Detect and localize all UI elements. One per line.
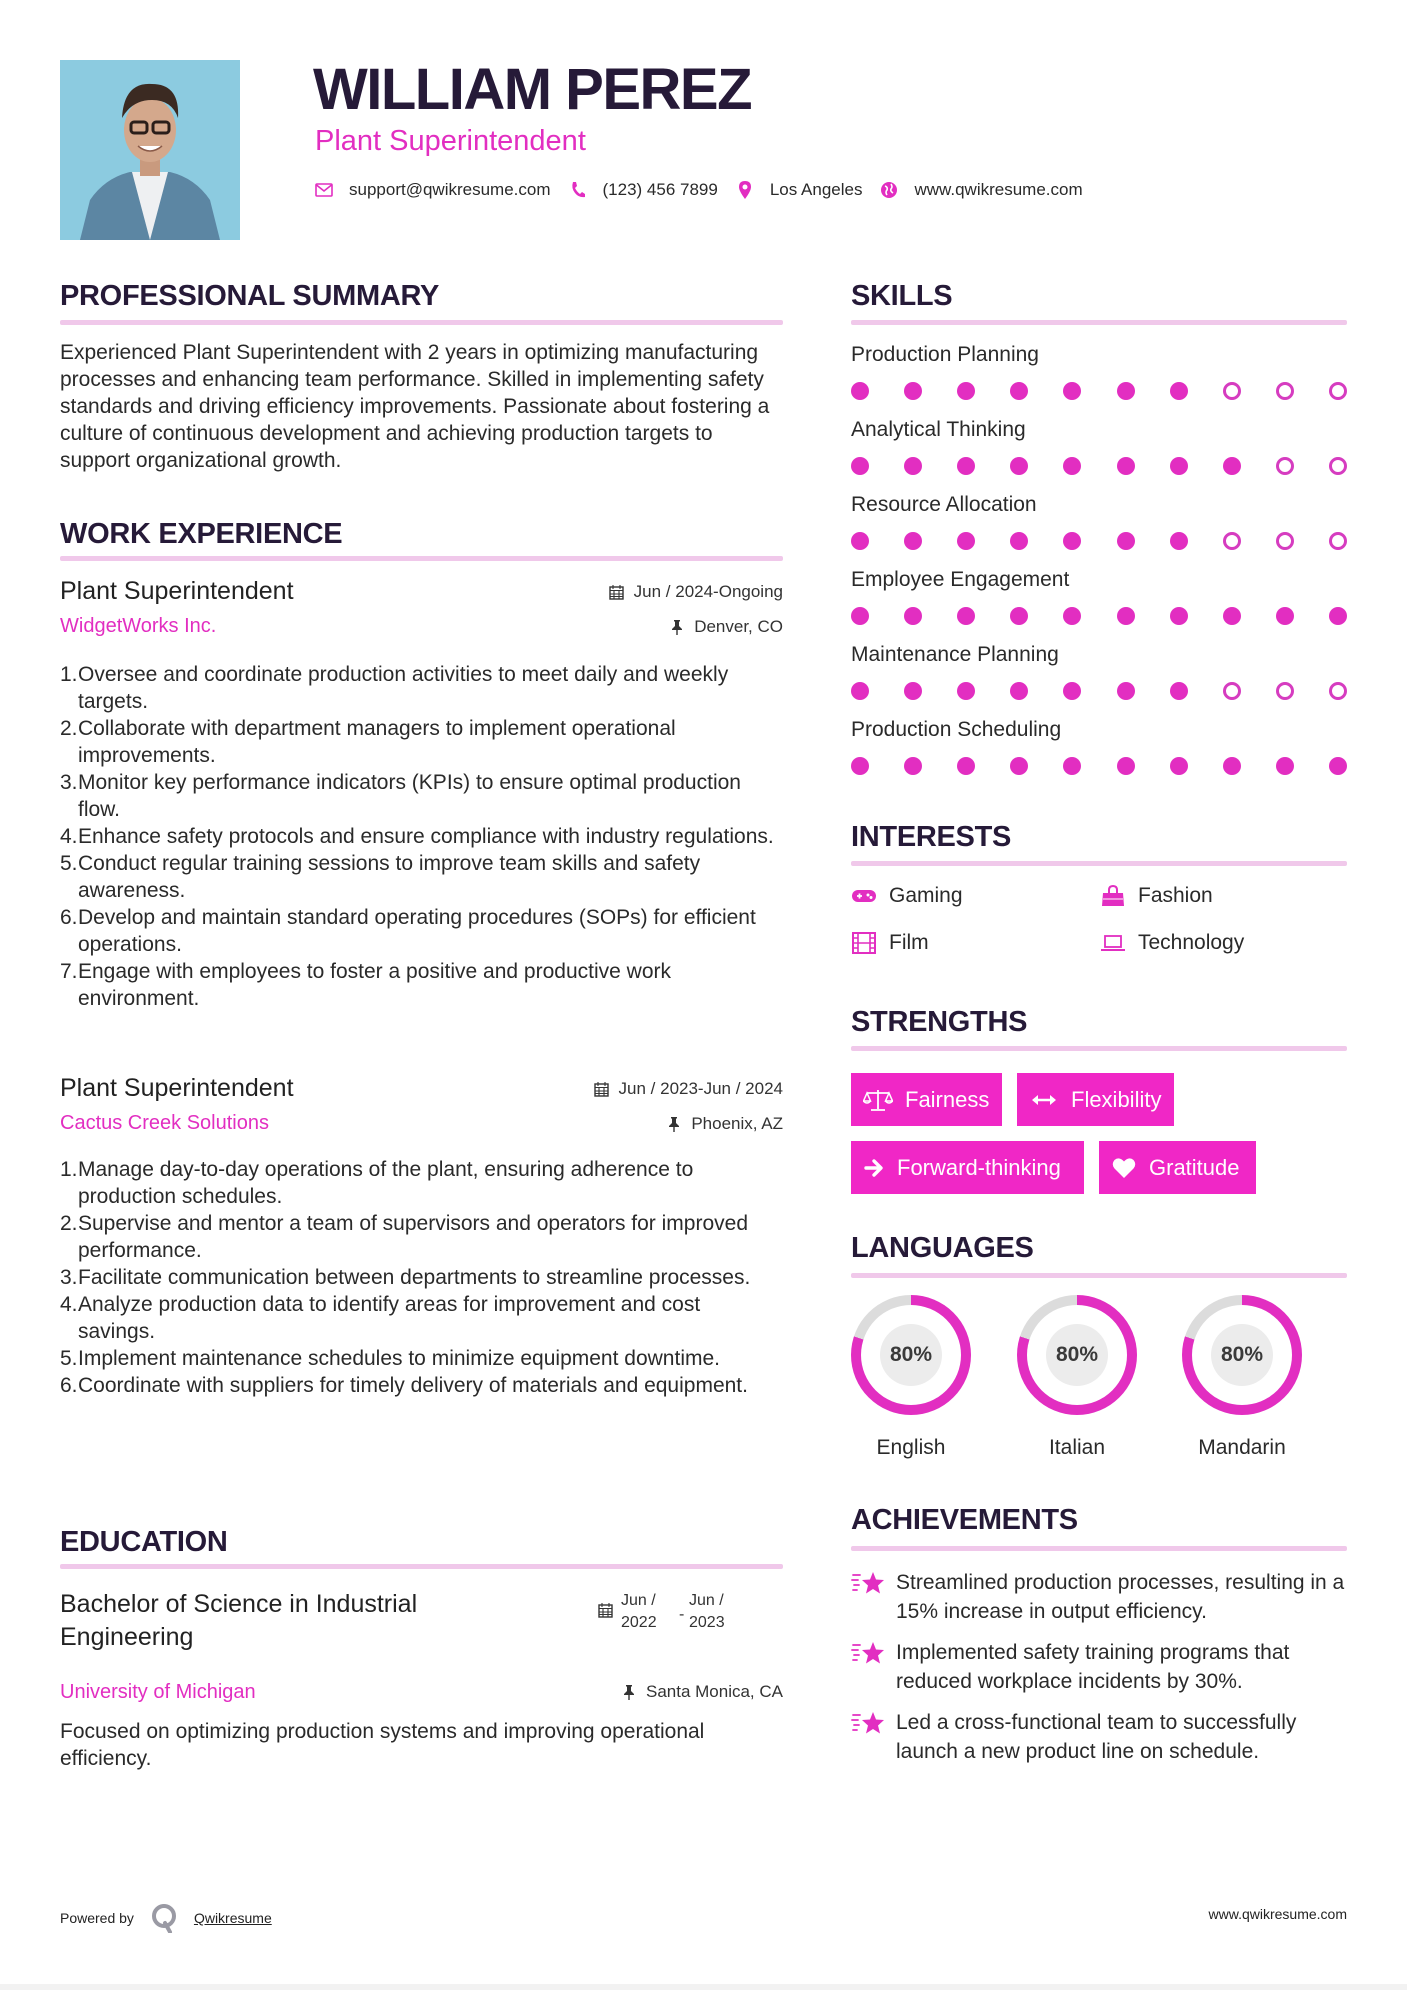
- date-separator: -: [679, 1606, 685, 1623]
- globe-icon: [880, 181, 898, 199]
- duty-item: 2. Supervise and mentor a team of supervisors and operators for improved performance.: [60, 1212, 749, 1262]
- skills-list: [851, 342, 1347, 792]
- rating-dot-filled-icon: [1063, 457, 1081, 475]
- skills-heading: SKILLS: [851, 280, 953, 312]
- rating-dot-filled-icon: [1223, 757, 1241, 775]
- job-dates: [609, 581, 783, 603]
- job-title: Plant Superintendent: [60, 1074, 294, 1102]
- laptop-icon: [1100, 932, 1126, 954]
- achievements-divider: [851, 1546, 1347, 1551]
- rating-dot-empty-icon: [1276, 532, 1294, 550]
- arrow-right-icon: [863, 1156, 885, 1180]
- rating-dot-filled-icon: [1010, 532, 1028, 550]
- duty-item: 4. Enhance safety protocols and ensure compliance with industry regulations.: [60, 825, 774, 848]
- experience-divider: [60, 556, 783, 561]
- language-name: Mandarin: [1198, 1436, 1286, 1459]
- footer-website[interactable]: www.qwikresume.com: [1208, 1906, 1347, 1922]
- language-percent: 80%: [1220, 1343, 1264, 1366]
- rating-dot-filled-icon: [1063, 532, 1081, 550]
- skill-row: [851, 417, 1347, 492]
- job-dates: [594, 1078, 783, 1100]
- summary-divider: [60, 320, 783, 325]
- skill-label: Maintenance Planning: [851, 643, 1059, 666]
- rating-dot-filled-icon: [1170, 532, 1188, 550]
- calendar-icon: [598, 1602, 614, 1618]
- strength-chip-forward-thinking: [851, 1141, 1084, 1194]
- shooting-star-icon: [851, 1570, 885, 1596]
- interest-label: Technology: [1138, 931, 1245, 954]
- interest-label: Gaming: [889, 884, 963, 907]
- powered-by-text: Powered by: [60, 1910, 134, 1926]
- rating-dot-filled-icon: [1170, 757, 1188, 775]
- rating-dot-filled-icon: [957, 607, 975, 625]
- rating-dot-filled-icon: [957, 382, 975, 400]
- job-duties-list-2: [60, 1156, 783, 1399]
- education-location: [621, 1681, 783, 1703]
- language-progress-ring: [1017, 1295, 1137, 1415]
- strength-chip-fairness: [851, 1073, 1002, 1126]
- rating-dot-filled-icon: [957, 532, 975, 550]
- rating-dot-filled-icon: [1329, 607, 1347, 625]
- candidate-name: WILLIAM PEREZ: [313, 57, 752, 122]
- education-location-text: Santa Monica, CA: [645, 1682, 783, 1701]
- summary-heading: PROFESSIONAL SUMMARY: [60, 280, 440, 312]
- achievement-text: Implemented safety training programs that reduced workplace incidents by 30%.: [896, 1641, 1290, 1693]
- strength-chip-flexibility: [1017, 1073, 1174, 1126]
- rating-dot-filled-icon: [1117, 382, 1135, 400]
- achievement-text: Led a cross-functional team to successfully launch a new product line on schedule.: [896, 1711, 1297, 1763]
- calendar-icon: [594, 1081, 610, 1097]
- languages-list: [851, 1295, 1347, 1465]
- language-item: [1180, 1295, 1304, 1461]
- skill-label: Production Planning: [851, 343, 1039, 366]
- job-location-text: Phoenix, AZ: [691, 1114, 783, 1133]
- qwikresume-link[interactable]: Qwikresume: [193, 1910, 272, 1926]
- qwikresume-logo-icon: [150, 1903, 180, 1933]
- skill-label: Production Scheduling: [851, 718, 1062, 741]
- language-progress-ring: [1182, 1295, 1302, 1415]
- duty-item: 1. Oversee and coordinate production activities to meet daily and weekly targets.: [60, 663, 729, 713]
- interest-label: Fashion: [1138, 884, 1213, 907]
- education-dates: [598, 1590, 739, 1634]
- skill-rating: [851, 757, 1347, 775]
- rating-dot-filled-icon: [851, 532, 869, 550]
- skill-label: Employee Engagement: [851, 568, 1070, 591]
- rating-dot-filled-icon: [851, 757, 869, 775]
- pushpin-icon: [621, 1684, 637, 1700]
- rating-dot-filled-icon: [1117, 457, 1135, 475]
- job-dates-text: Jun / 2023-Jun / 2024: [618, 1079, 783, 1098]
- rating-dot-filled-icon: [904, 682, 922, 700]
- rating-dot-empty-icon: [1329, 382, 1347, 400]
- rating-dot-filled-icon: [1117, 757, 1135, 775]
- skill-row: [851, 342, 1347, 417]
- contact-email-text: support@qwikresume.com: [349, 180, 551, 199]
- strength-chip-gratitude: [1099, 1141, 1256, 1194]
- job-location: [669, 616, 783, 638]
- duty-item: 5. Conduct regular training sessions to improve team skills and safety awareness.: [60, 852, 701, 902]
- footer-powered-by: [60, 1903, 272, 1933]
- rating-dot-empty-icon: [1223, 682, 1241, 700]
- duty-item: 5. Implement maintenance schedules to minimize equipment downtime.: [60, 1347, 720, 1370]
- achievement-item: [851, 1568, 1347, 1626]
- job-dates-text: Jun / 2024-Ongoing: [633, 582, 783, 601]
- envelope-icon: [315, 181, 333, 199]
- rating-dot-filled-icon: [1329, 757, 1347, 775]
- arrows-horizontal-icon: [1029, 1088, 1059, 1112]
- rating-dot-filled-icon: [904, 757, 922, 775]
- rating-dot-filled-icon: [1170, 457, 1188, 475]
- contact-phone-text: (123) 456 7899: [602, 180, 718, 199]
- rating-dot-filled-icon: [1063, 607, 1081, 625]
- rating-dot-filled-icon: [1223, 607, 1241, 625]
- phone-icon: [569, 181, 587, 199]
- scale-icon: [863, 1088, 893, 1112]
- achievement-item: [851, 1708, 1347, 1766]
- language-item: [1015, 1295, 1139, 1461]
- rating-dot-filled-icon: [904, 382, 922, 400]
- achievements-heading: ACHIEVEMENTS: [851, 1504, 1078, 1536]
- job-duties-list-1: [60, 661, 783, 1012]
- achievement-text: Streamlined production processes, resulting in a 15% increase in output efficiency.: [896, 1571, 1345, 1623]
- gamepad-icon: [851, 885, 877, 907]
- interests-heading: INTERESTS: [851, 821, 1012, 853]
- interest-technology: [1100, 930, 1244, 956]
- rating-dot-filled-icon: [1010, 607, 1028, 625]
- calendar-icon: [609, 584, 625, 600]
- rating-dot-filled-icon: [1063, 682, 1081, 700]
- strength-label: Fairness: [905, 1086, 990, 1112]
- education-heading: EDUCATION: [60, 1526, 228, 1558]
- pushpin-icon: [666, 1116, 682, 1132]
- rating-dot-filled-icon: [851, 607, 869, 625]
- job-location-text: Denver, CO: [694, 617, 783, 636]
- rating-dot-filled-icon: [957, 757, 975, 775]
- page-bottom-edge: [0, 1984, 1407, 1990]
- duty-item: 1. Manage day-to-day operations of the plant, ensuring adherence to production schedules.: [60, 1158, 694, 1208]
- rating-dot-empty-icon: [1276, 382, 1294, 400]
- duty-item: 6. Coordinate with suppliers for timely delivery of materials and equipment.: [60, 1374, 748, 1397]
- duty-item: 3. Monitor key performance indicators (KPIs) to ensure optimal production flow.: [60, 771, 741, 821]
- rating-dot-empty-icon: [1276, 457, 1294, 475]
- strength-label: Flexibility: [1071, 1086, 1162, 1112]
- heart-icon: [1111, 1156, 1137, 1180]
- rating-dot-filled-icon: [1117, 607, 1135, 625]
- education-start-date: Jun / 2022: [621, 1592, 657, 1631]
- interests-divider: [851, 861, 1347, 866]
- shooting-star-icon: [851, 1710, 885, 1736]
- contact-email[interactable]: [315, 180, 551, 200]
- rating-dot-filled-icon: [1170, 382, 1188, 400]
- duty-item: 6. Develop and maintain standard operating procedures (SOPs) for efficient operations.: [60, 906, 756, 956]
- contact-location: [736, 180, 863, 200]
- achievements-list: [851, 1568, 1347, 1766]
- rating-dot-filled-icon: [851, 382, 869, 400]
- rating-dot-filled-icon: [1276, 757, 1294, 775]
- rating-dot-empty-icon: [1223, 382, 1241, 400]
- skill-rating: [851, 457, 1347, 475]
- strength-label: Forward-thinking: [897, 1154, 1061, 1180]
- contact-location-text: Los Angeles: [769, 180, 863, 199]
- rating-dot-filled-icon: [1117, 682, 1135, 700]
- shooting-star-icon: [851, 1640, 885, 1666]
- rating-dot-filled-icon: [957, 457, 975, 475]
- contact-bar: [315, 177, 1101, 203]
- interest-gaming: [851, 883, 963, 909]
- education-description: Focused on optimizing production systems and improving operational efficiency.: [60, 1720, 705, 1770]
- experience-heading: WORK EXPERIENCE: [60, 518, 343, 550]
- skill-label: Analytical Thinking: [851, 418, 1026, 441]
- person-portrait-icon: [60, 60, 240, 240]
- strength-label: Gratitude: [1149, 1154, 1240, 1180]
- skill-rating: [851, 607, 1347, 625]
- contact-website[interactable]: [880, 180, 1082, 200]
- language-item: [849, 1295, 973, 1461]
- languages-heading: LANGUAGES: [851, 1232, 1034, 1264]
- skill-row: [851, 492, 1347, 567]
- rating-dot-filled-icon: [851, 682, 869, 700]
- interest-fashion: [1100, 883, 1213, 909]
- job-entry-2: [60, 1073, 783, 1133]
- degree-title: Bachelor of Science in Industrial Engineering: [60, 1590, 418, 1651]
- rating-dot-filled-icon: [1010, 457, 1028, 475]
- rating-dot-filled-icon: [904, 607, 922, 625]
- rating-dot-empty-icon: [1329, 532, 1347, 550]
- skill-rating: [851, 532, 1347, 550]
- education-entry: [60, 1588, 783, 1718]
- job-title: Plant Superintendent: [60, 577, 294, 605]
- duty-item: 4. Analyze production data to identify areas for improvement and cost savings.: [60, 1293, 701, 1343]
- rating-dot-filled-icon: [1010, 382, 1028, 400]
- duty-item: 7. Engage with employees to foster a positive and productive work environment.: [60, 960, 671, 1010]
- language-name: Italian: [1048, 1436, 1106, 1459]
- contact-phone[interactable]: [569, 180, 718, 200]
- rating-dot-filled-icon: [1117, 532, 1135, 550]
- rating-dot-empty-icon: [1223, 532, 1241, 550]
- education-divider: [60, 1564, 783, 1569]
- candidate-title: Plant Superintendent: [315, 125, 586, 157]
- rating-dot-empty-icon: [1329, 682, 1347, 700]
- strengths-heading: STRENGTHS: [851, 1006, 1028, 1038]
- rating-dot-filled-icon: [957, 682, 975, 700]
- school-name[interactable]: University of Michigan: [60, 1681, 256, 1703]
- contact-website-text: www.qwikresume.com: [914, 180, 1083, 199]
- summary-text: Experienced Plant Superintendent with 2 years in optimizing manufacturing processes and enhancing team performance. Skilled in implementing safety standards and driving efficiency improvements. Passionate about fostering a culture of continuous development and achieving production targets to support organizational growth.: [60, 341, 770, 472]
- skill-row: [851, 642, 1347, 717]
- interest-film: [851, 930, 929, 956]
- skill-row: [851, 717, 1347, 792]
- rating-dot-filled-icon: [1010, 757, 1028, 775]
- rating-dot-filled-icon: [1170, 682, 1188, 700]
- profile-photo: [60, 60, 240, 240]
- rating-dot-filled-icon: [1276, 607, 1294, 625]
- skill-label: Resource Allocation: [851, 493, 1037, 516]
- job-location: [666, 1113, 783, 1135]
- rating-dot-filled-icon: [1063, 382, 1081, 400]
- interests-list: [851, 883, 1347, 963]
- duty-item: 3. Facilitate communication between departments to streamline processes.: [60, 1266, 751, 1289]
- skills-divider: [851, 320, 1347, 325]
- strengths-divider: [851, 1046, 1347, 1051]
- skill-row: [851, 567, 1347, 642]
- language-percent: 80%: [889, 1343, 933, 1366]
- language-name: English: [876, 1436, 946, 1459]
- rating-dot-filled-icon: [851, 457, 869, 475]
- education-end-date: Jun / 2023: [689, 1592, 725, 1631]
- skill-rating: [851, 682, 1347, 700]
- rating-dot-filled-icon: [904, 457, 922, 475]
- rating-dot-filled-icon: [1063, 757, 1081, 775]
- rating-dot-empty-icon: [1276, 682, 1294, 700]
- rating-dot-filled-icon: [1223, 457, 1241, 475]
- languages-divider: [851, 1273, 1347, 1278]
- shopping-bag-icon: [1100, 885, 1126, 907]
- pushpin-icon: [669, 619, 685, 635]
- company-name[interactable]: WidgetWorks Inc.: [60, 615, 217, 637]
- map-pin-icon: [736, 181, 754, 199]
- film-icon: [851, 932, 877, 954]
- rating-dot-filled-icon: [1010, 682, 1028, 700]
- rating-dot-empty-icon: [1329, 457, 1347, 475]
- language-progress-ring: [851, 1295, 971, 1415]
- duty-item: 2. Collaborate with department managers to implement operational improvements.: [60, 717, 676, 767]
- interest-label: Film: [889, 931, 929, 954]
- language-percent: 80%: [1055, 1343, 1099, 1366]
- skill-rating: [851, 382, 1347, 400]
- rating-dot-filled-icon: [904, 532, 922, 550]
- rating-dot-filled-icon: [1170, 607, 1188, 625]
- company-name[interactable]: Cactus Creek Solutions: [60, 1112, 269, 1134]
- achievement-item: [851, 1638, 1347, 1696]
